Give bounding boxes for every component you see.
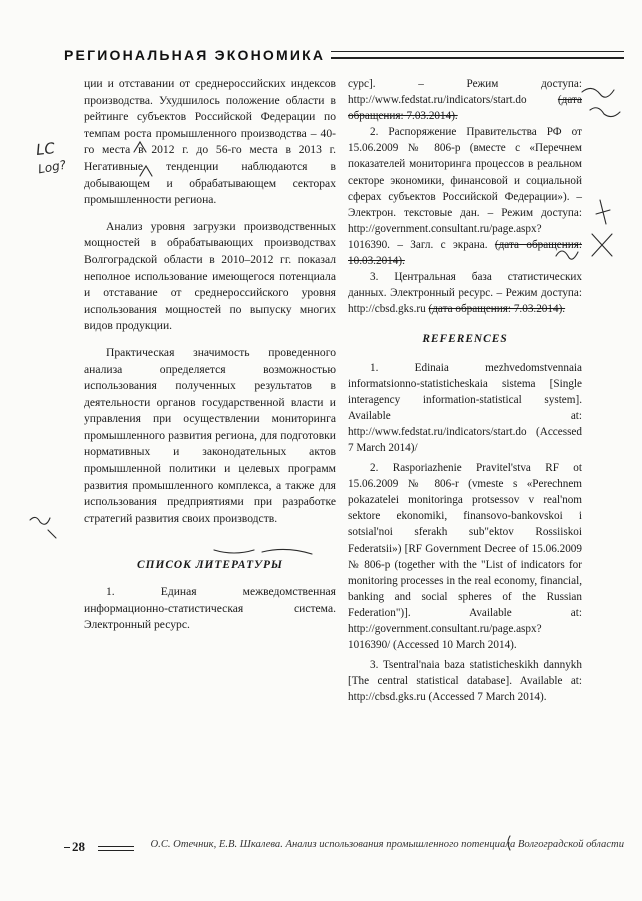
paragraph-2: Анализ уровня загрузки производственных мощностей в обрабатывающих производствах Волгоградской области в 2010–2012 гг. показал неполное использование имеющегося потенциала и отставание от среднероссийского уровня использования мощностей по выпуску многих видов продукции. — [84, 219, 336, 333]
footer-rule — [98, 846, 134, 851]
paragraph-1: ции и отставании от среднероссийских индексов производства. Ухудшилось положение области в рейтинге субъектов Российской Федерации по темпам роста промышленного производства – 40-го места в 2012 г. до 56-го места в 2013 г. Негативные тенденции наблюдаются в добывающем и обрабатывающем секторах промышленности региона. — [84, 77, 336, 207]
left-column — [84, 76, 336, 634]
paragraph-3: Практическая значимость проведенного анализа определяется возможностью использования полученных результатов в деятельности органов государственной власти и управления при осуществлении мониторинга промышленного развития региона, для подготовки нормативных и законодательных актов промышленной политики и целевых программ развития промышленного комплекса, а также для использования предприятиями при разработке стратегий развития своих производств. — [84, 345, 336, 525]
reference-2-struck-date: (дата обращения: 10.03.2014). — [348, 238, 582, 268]
references-section-title-ru: СПИСОК ЛИТЕРАТУРЫ — [137, 559, 283, 572]
english-reference-3: 3. Tsentral'naia baza statisticheskikh dannykh [The central statistical database]. Available at: http://cbsd.gks.ru (Accessed 7 March 2014). — [348, 659, 582, 704]
scribble-right-margin-2 — [590, 108, 620, 117]
scribble-right-margin-4 — [592, 234, 612, 256]
scribble-right-margin-1 — [582, 88, 614, 97]
page-number: 28 — [72, 839, 85, 854]
reference-3 — [348, 269, 582, 317]
handwritten-margin-note-2: Log? — [36, 157, 68, 177]
page-header — [64, 44, 624, 66]
reference-1-struck-date: (дата обращения: 7.03.2014). — [348, 94, 582, 123]
header-rule — [331, 51, 624, 59]
reference-1-start: 1. Единая межведомственная информационно-статистическая система. Электронный ресурс. — [84, 585, 336, 632]
reference-3-text: 3. Центральная база статистических данных. Электронный ресурс. – Режим доступа: http://cbsd.gks.ru — [348, 271, 582, 316]
reference-3-struck-date: (дата обращения: 7.03.2014). — [428, 303, 566, 316]
reference-2-text: 2. Распоряжение Правительства РФ от 15.06.2009 № 806-р (вместе с «Перечнем показателей мониторинга процессов в реальном секторе экономики, финансовой и социальной сферах субъектов Российской Федерации»). – Электрон. текстовые дан. – Режим доступа: http://government.consultant.ru/page.aspx?1016390. – Загл. с экрана. — [348, 126, 582, 251]
references-section-title-en: REFERENCES — [422, 333, 508, 346]
journal-title: РЕГИОНАЛЬНАЯ ЭКОНОМИКА — [64, 47, 326, 63]
scribble-left-margin-1 — [30, 517, 56, 538]
reference-2 — [348, 124, 582, 269]
footer-citation: О.С. Отечник, Е.В. Шкалева. Анализ использования промышленного потенциала Волгоградской области — [150, 839, 624, 850]
english-reference-2: 2. Rasporiazhenie Pravitel'stva RF ot 15.06.2009 № 806-r (vmeste s «Perechnem pokazatelei monitoringa protsessov v real'nom sektore ekonomiki, finansovo-bankovskoi i sotsial'noi sferakh sub"ektov Rossiiskoi Federatsii») [RF Government Decree of 15.06.2009 № 806-p (together with the "List of indicators for monitoring processes in the real economy, financial, banking and social spheres of the Russian Federation")]. Available at: http://government.consultant.ru/page.aspx?1016390/ (Accessed 10 March 2014). — [348, 462, 582, 652]
english-reference-1: 1. Edinaia mezhvedomstvennaia informatsionno-statisticheskaia sistema [Single interagency information-statistical system]. Available at: http://www.fedstat.ru/indicators/start.do (Accessed 7 March 2014)/ — [348, 361, 582, 454]
reference-1-end — [348, 76, 582, 124]
page-footer — [64, 835, 624, 875]
reference-1-end-text: сурс]. – Режим доступа: http://www.fedstat.ru/indicators/start.do — [348, 78, 582, 107]
handwritten-margin-note-1: LC — [35, 139, 56, 159]
right-column — [348, 76, 582, 705]
footer-rule-left — [64, 847, 70, 848]
scribble-right-margin-3 — [596, 200, 610, 224]
